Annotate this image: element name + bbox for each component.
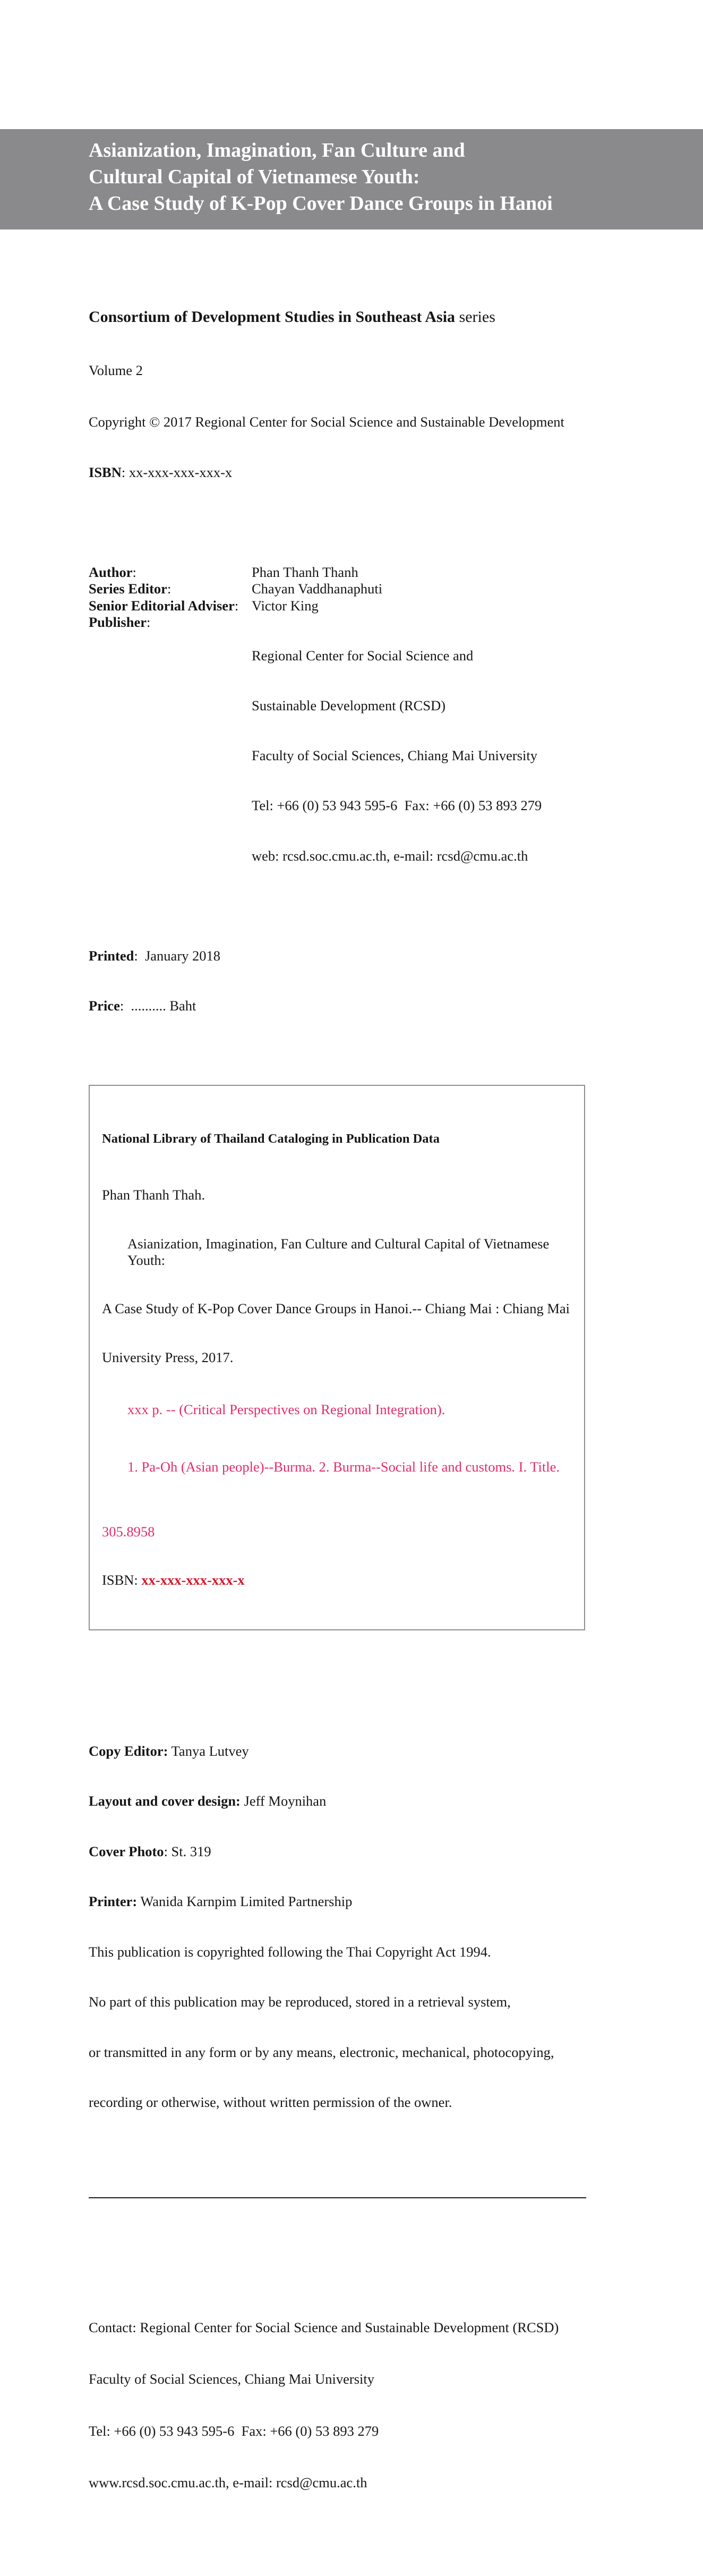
contact-block: [89, 2284, 593, 2526]
printer-line: Printer: Wanida Karnpim Limited Partnership: [89, 1893, 353, 1910]
production-credits: [89, 1710, 593, 2145]
publisher-line: Tel: +66 (0) 53 943 595-6 Fax: +66 (0) 53 893 279: [252, 797, 542, 814]
credit-value-series-editor: Chayan Vaddhanaphuti: [252, 581, 383, 597]
credit-label-series-editor: Series Editor:: [89, 581, 172, 597]
credit-label-senior-editorial-adviser: Senior Editorial Adviser:: [89, 597, 239, 614]
printed-line: Printed: January 2018: [89, 948, 221, 964]
catalog-subjects-line: 1. Pa-Oh (Asian people)--Burma. 2. Burma--Social life and customs. I. Title.: [127, 1458, 560, 1475]
catalog-title-line-1: Asianization, Imagination, Fan Culture and Cultural Capital of Vietnamese Youth:: [127, 1236, 552, 1268]
credit-value-senior-editorial-adviser: Victor King: [252, 597, 319, 614]
publisher-line: Sustainable Development (RCSD): [252, 697, 446, 713]
series-title: [89, 306, 593, 328]
publisher-line: Regional Center for Social Science and: [252, 647, 474, 664]
catalog-title-line-3: University Press, 2017.: [102, 1349, 234, 1366]
book-title-line-3: A Case Study of K-Pop Cover Dance Groups in Hanoi: [89, 192, 553, 215]
contact-line: www.rcsd.soc.cmu.ac.th, e-mail: rcsd@cmu.ac.th: [89, 2475, 367, 2491]
catalog-title-line-2: A Case Study of K-Pop Cover Dance Groups in Hanoi.-- Chiang Mai : Chiang Mai: [102, 1300, 570, 1317]
title-banner: [0, 129, 703, 229]
catalog-author-line: Phan Thanh Thah.: [102, 1187, 205, 1203]
copyright-notice-line: or transmitted in any form or by any means, electronic, mechanical, photocopying,: [89, 2044, 554, 2060]
catalog-pages-line: xxx p. -- (Critical Perspectives on Regional Integration).: [127, 1401, 445, 1417]
layout-design-line: Layout and cover design: Jeff Moynihan: [89, 1793, 327, 1809]
copyright-notice-line: This publication is copyrighted following the Thai Copyright Act 1994.: [89, 1943, 491, 1960]
contact-line: Contact: Regional Center for Social Science and Sustainable Development (RCSD): [89, 2319, 559, 2335]
copy-editor-line: Copy Editor: Tanya Lutvey: [89, 1742, 249, 1759]
divider-rule: [89, 2197, 586, 2198]
price-line: Price: .......... Baht: [89, 998, 196, 1014]
catalog-isbn-label: ISBN:: [102, 1572, 142, 1588]
contact-line: Faculty of Social Sciences, Chiang Mai University: [89, 2371, 374, 2387]
catalog-isbn-line: [102, 1572, 573, 1588]
cataloging-box-header: National Library of Thailand Cataloging in Publication Data: [102, 1132, 440, 1146]
credit-label-author: Author:: [89, 564, 136, 580]
isbn-line: [89, 464, 593, 481]
imprint-content: [89, 239, 593, 2576]
publisher-line: Faculty of Social Sciences, Chiang Mai University: [252, 747, 537, 764]
book-title-line-1: Asianization, Imagination, Fan Culture and: [89, 139, 465, 161]
publisher-line: web: rcsd.soc.cmu.ac.th, e-mail: rcsd@cmu.ac.th: [252, 847, 528, 864]
credits-list: [89, 564, 593, 898]
series-suffix: series: [455, 308, 495, 326]
isbn-value: : xx-xxx-xxx-xxx-x: [121, 464, 233, 481]
catalog-isbn-value: xx-xxx-xxx-xxx-x: [141, 1572, 245, 1588]
copyright-line: Copyright © 2017 Regional Center for Social Science and Sustainable Development: [89, 414, 564, 430]
cover-photo-line: Cover Photo: St. 319: [89, 1843, 211, 1859]
series-title-bold: Consortium of Development Studies in Southeast Asia: [89, 308, 456, 326]
catalog-call-number: 305.8958: [102, 1523, 155, 1540]
credit-label-publisher: Publisher:: [89, 614, 151, 630]
contact-line: Tel: +66 (0) 53 943 595-6 Fax: +66 (0) 53 893 279: [89, 2422, 379, 2439]
volume-number: Volume 2: [89, 362, 143, 379]
cataloging-data-box: [89, 1085, 585, 1630]
isbn-label: ISBN: [89, 464, 122, 481]
copyright-notice-line: recording or otherwise, without written permission of the owner.: [89, 2094, 452, 2111]
credit-value-author: Phan Thanh Thanh: [252, 564, 358, 580]
copyright-notice-line: No part of this publication may be reproduced, stored in a retrieval system,: [89, 1994, 511, 2010]
credit-value-publisher: [252, 614, 593, 898]
book-title-line-2: Cultural Capital of Vietnamese Youth:: [89, 166, 420, 188]
